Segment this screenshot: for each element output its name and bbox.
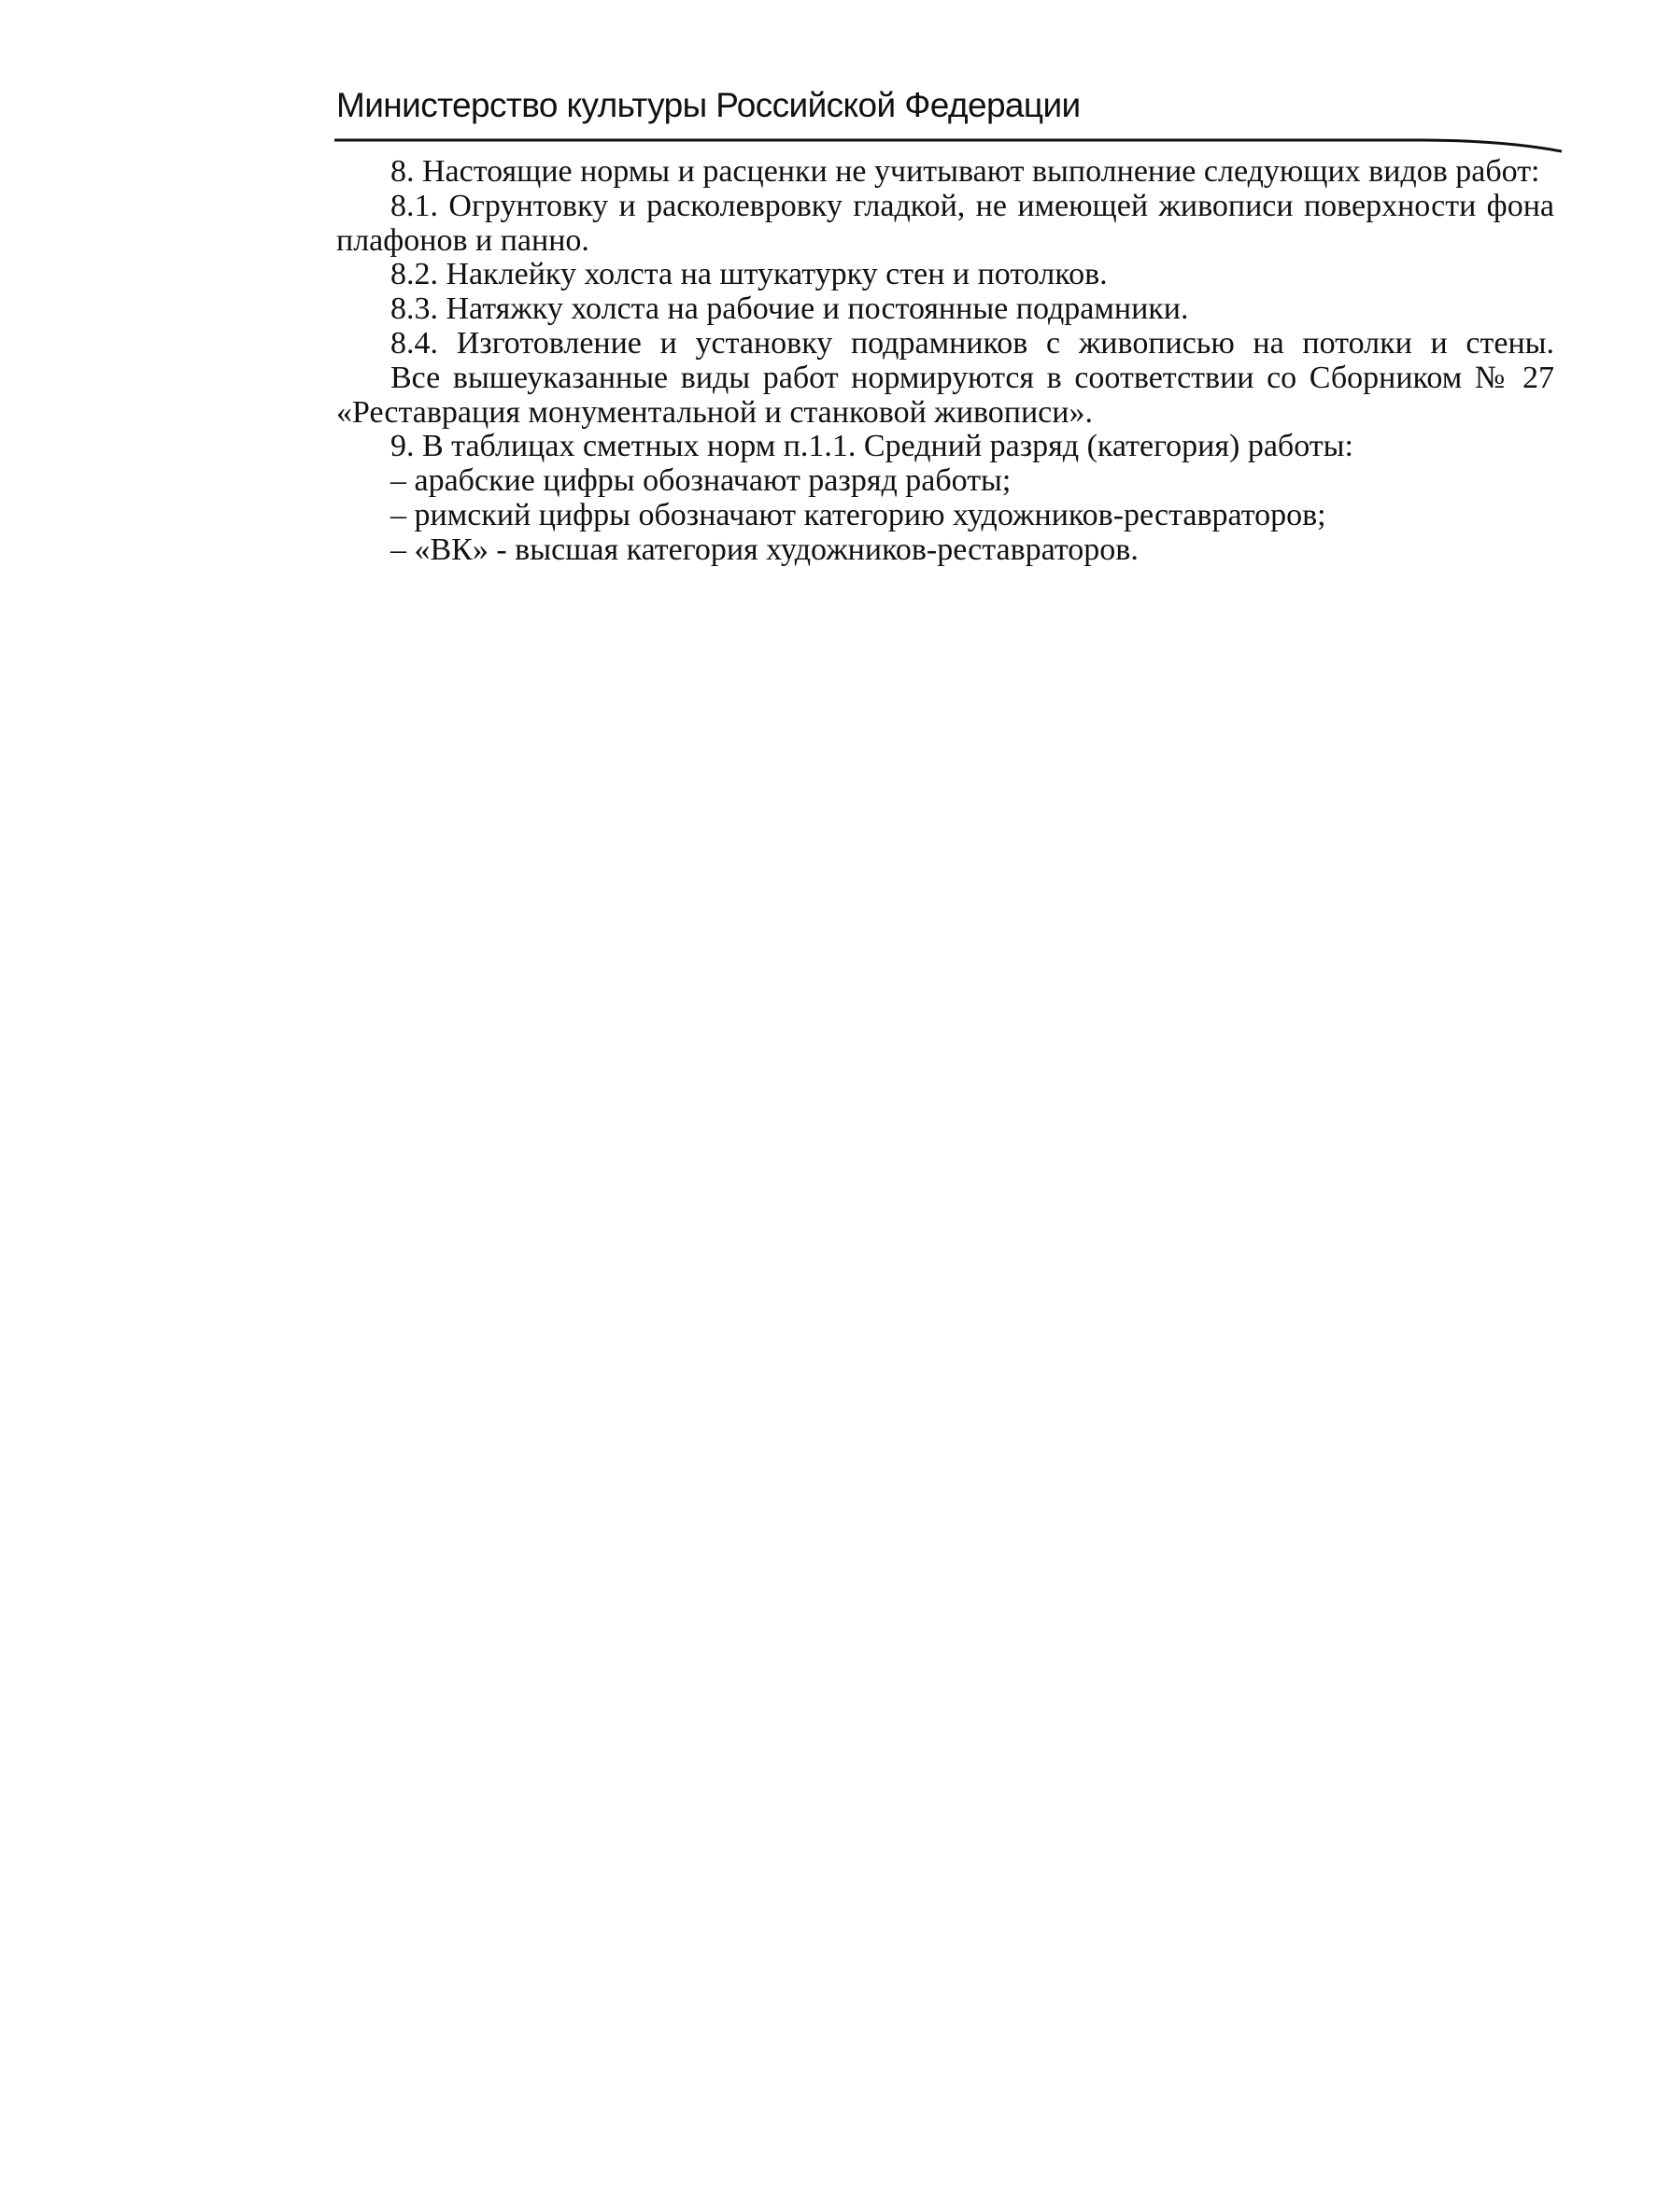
paragraph-8-3: 8.3. Натяжку холста на рабочие и постоянные подрамники. xyxy=(390,291,1189,327)
paragraph-8-4: 8.4. Изготовление и установку подрамников с живописью на потолки и стены. xyxy=(390,325,1554,361)
paragraph-8: 8. Настоящие нормы и расценки не учитывают выполнение следующих видов работ: xyxy=(390,154,1540,189)
list-item-arabic-digits: – арабские цифры обозначают разряд работы; xyxy=(390,463,1012,499)
list-item-roman-digits: – римский цифры обозначают категорию художников-реставраторов; xyxy=(390,497,1326,532)
paragraph-8-2: 8.2. Наклейку холста на штукатурку стен и потолков. xyxy=(390,257,1108,292)
paragraph-collection-reference: Все вышеуказанные виды работ нормируются в соответствии со Сборником № 27 «Реставрация монументальной и станковой живописи». xyxy=(336,360,1554,430)
paragraph-8-1: 8.1. Огрунтовку и расколевровку гладкой, не имеющей живописи поверхности фона плафонов и панно. xyxy=(336,188,1554,258)
paragraph-9: 9. В таблицах сметных норм п.1.1. Средний разряд (категория) работы: xyxy=(390,429,1353,464)
list-item-vk: – «ВК» - высшая категория художников-реставраторов. xyxy=(390,532,1139,567)
running-header-title: Министерство культуры Российской Федерации xyxy=(336,86,1081,124)
body-text xyxy=(336,155,1554,568)
